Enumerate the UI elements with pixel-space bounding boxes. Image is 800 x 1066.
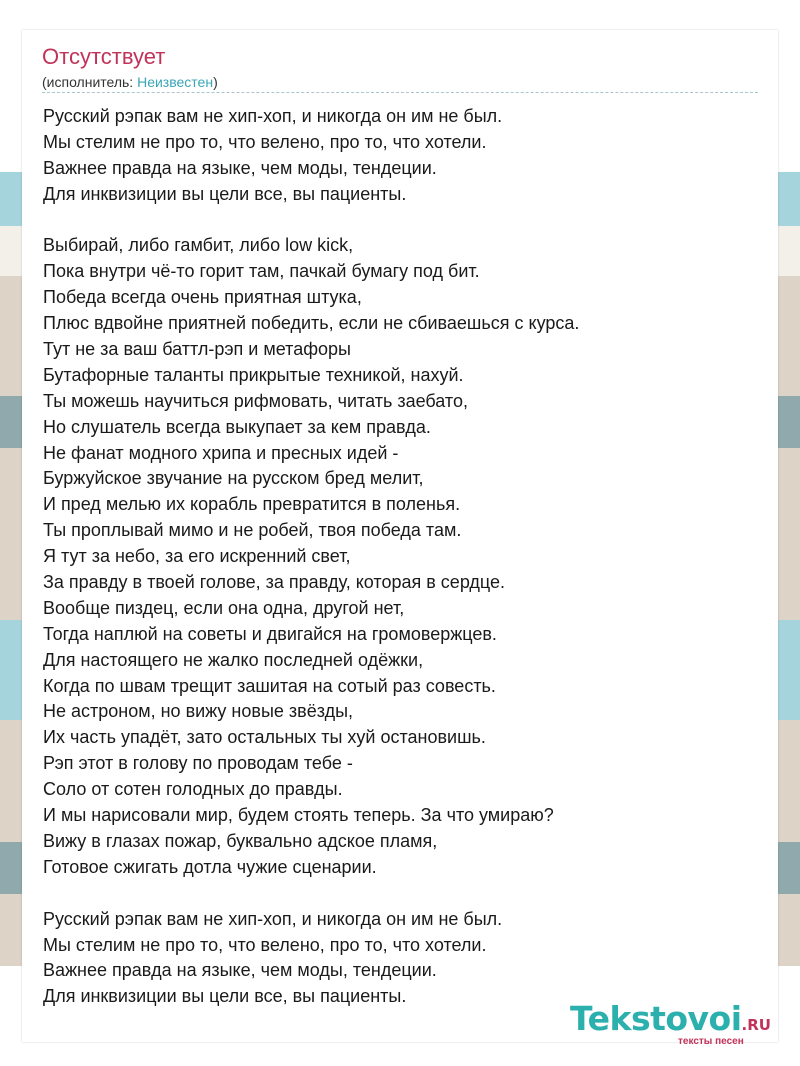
lyric-line: Мы стелим не про то, что велено, про то, что хотели. (43, 131, 487, 152)
lyric-line: Тогда наплюй на советы и двигайся на громовержцев. (43, 623, 497, 644)
lyric-line: Соло от сотен голодных до правды. (43, 779, 343, 800)
lyric-line: Для инквизиции вы цели все, вы пациенты. (43, 183, 407, 204)
lyric-line: Их часть упадёт, зато остальных ты хуй остановишь. (43, 727, 486, 748)
lyric-line: Когда по швам трещит зашитая на сотый раз совесть. (43, 675, 496, 696)
lyric-line: Пока внутри чё-то горит там, пачкай бумагу под бит. (43, 261, 480, 282)
lyric-line: И мы нарисовали мир, будем стоять теперь. За что умираю? (43, 805, 554, 826)
lyric-line: Мы стелим не про то, что велено, про то, что хотели. (43, 934, 487, 955)
lyric-line: И пред мелью их корабль превратится в поленья. (43, 494, 461, 515)
site-logo[interactable] (570, 1000, 780, 1048)
lyric-line: За правду в твоей голове, за правду, которая в сердце. (43, 572, 506, 593)
lyric-line: Вообще пиздец, если она одна, другой нет, (43, 597, 405, 618)
lyric-line: Русский рэпак вам не хип-хоп, и никогда он им не был. (43, 908, 503, 929)
stanza-break (43, 881, 579, 907)
lyric-line: Но слушатель всегда выкупает за кем правда. (43, 416, 431, 437)
lyric-line: Рэп этот в голову по проводам тебе - (43, 753, 353, 774)
lyric-line: Для инквизиции вы цели все, вы пациенты. (43, 986, 407, 1007)
lyric-line: Буржуйское звучание на русском бред мелит, (43, 468, 424, 489)
logo-name: Tekstovoi (570, 999, 742, 1038)
lyric-line: Важнее правда на языке, чем моды, тендеции. (43, 960, 437, 981)
lyric-line: Ты можешь научиться рифмовать, читать заебато, (43, 390, 468, 411)
lyric-line: Бутафорные таланты прикрытые техникой, нахуй. (43, 364, 464, 385)
lyrics-card (22, 30, 778, 1047)
title-divider (42, 92, 758, 93)
lyric-line: Не астроном, но вижу новые звёзды, (43, 701, 354, 722)
artist-suffix: ) (213, 74, 218, 90)
lyric-line: Тут не за ваш баттл-рэп и метафоры (43, 339, 351, 360)
lyrics-text (43, 104, 579, 1010)
song-title: Отсутствует (42, 44, 166, 69)
lyric-line: Выбирай, либо гамбит, либо low kick, (43, 235, 354, 256)
lyric-line: Вижу в глазах пожар, буквально адское пламя, (43, 830, 438, 851)
lyric-line: Ты проплывай мимо и не робей, твоя победа там. (43, 520, 462, 541)
lyric-line: Плюс вдвойне приятней победить, если не сбиваешься с курса. (43, 313, 580, 334)
lyric-line: Для настоящего не жалко последней одёжки, (43, 649, 424, 670)
artist-line (42, 73, 218, 91)
lyric-line: Важнее правда на языке, чем моды, тендеции. (43, 157, 437, 178)
artist-link[interactable]: Неизвестен (137, 74, 214, 90)
lyric-line: Победа всегда очень приятная штука, (43, 287, 362, 308)
stanza-break (43, 208, 579, 234)
lyric-line: Не фанат модного хрипа и пресных идей - (43, 442, 399, 463)
lyric-line: Русский рэпак вам не хип-хоп, и никогда он им не был. (43, 106, 503, 126)
logo-tagline: тексты песен (678, 1036, 744, 1047)
lyric-line: Я тут за небо, за его искренний свет, (43, 546, 351, 567)
lyric-line: Готовое сжигать дотла чужие сценарии. (43, 856, 377, 877)
logo-tld: .RU (741, 1016, 771, 1034)
artist-prefix: (исполнитель: (42, 74, 138, 90)
